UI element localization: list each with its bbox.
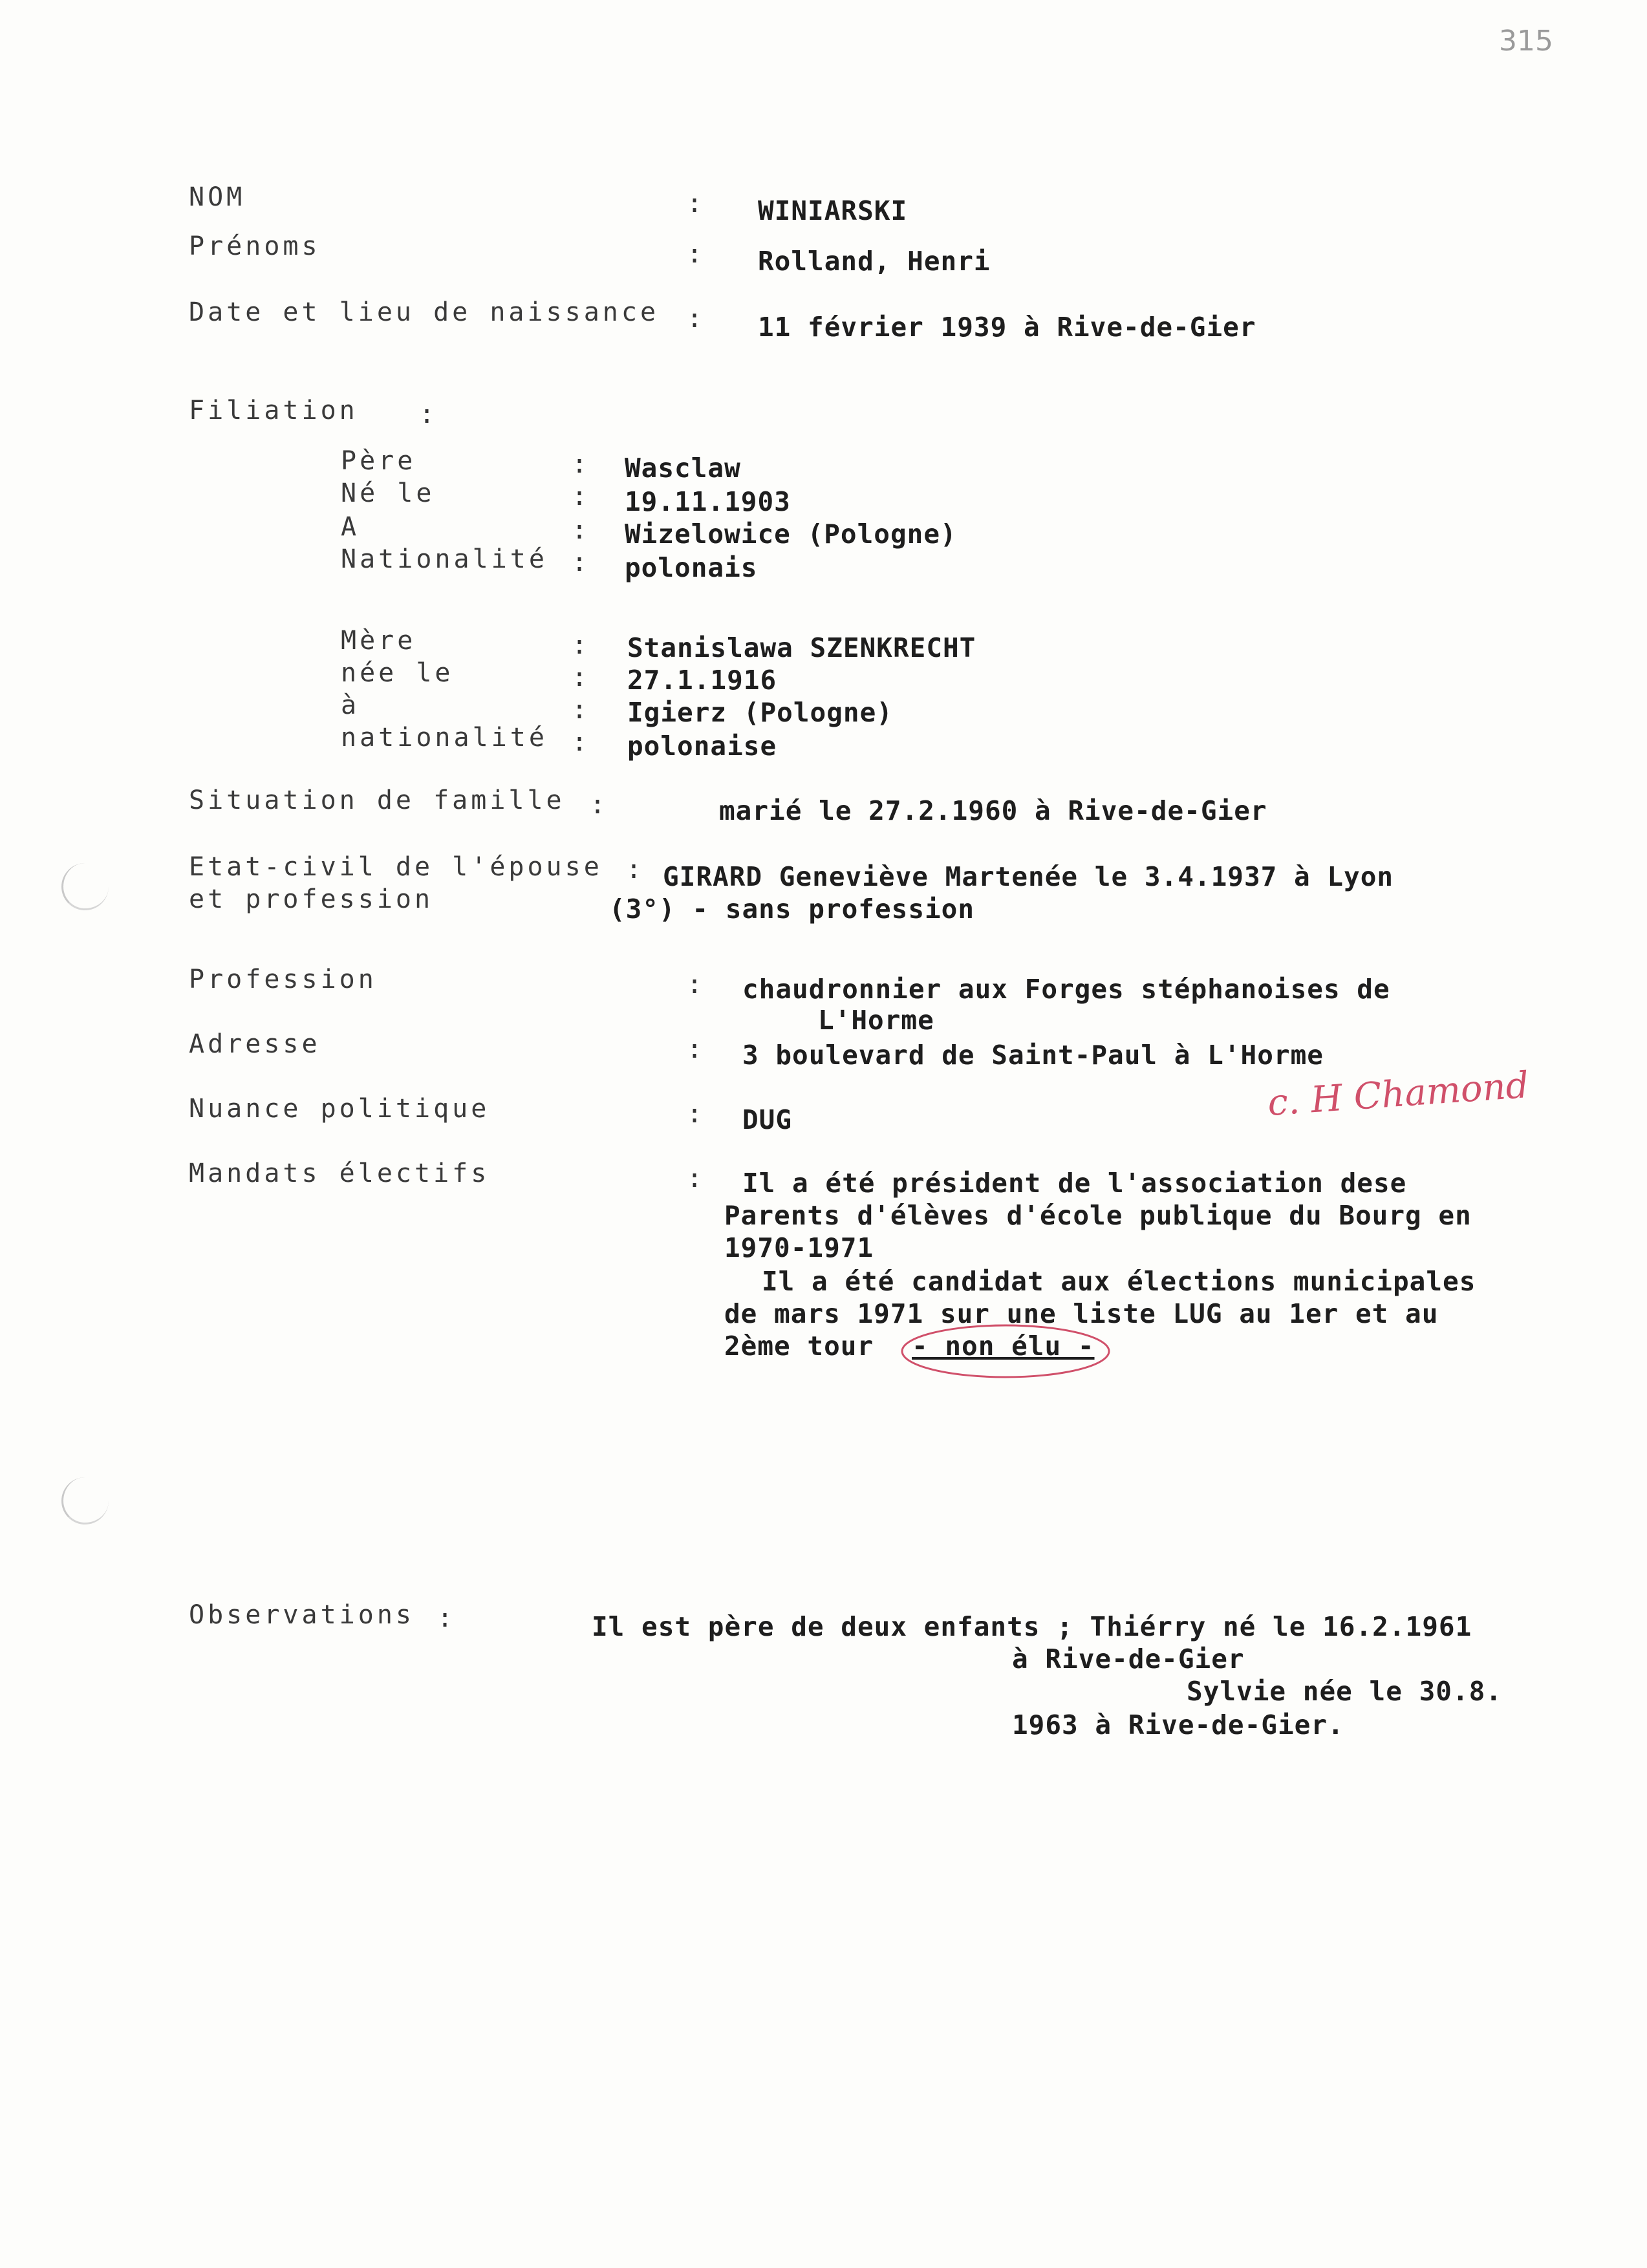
pere-nationalite-colon: : xyxy=(572,548,588,577)
pere-a-label: A xyxy=(341,512,360,542)
handwritten-note: c. H Chamond xyxy=(1266,1064,1531,1125)
mandats-line-5: de mars 1971 sur une liste LUG au 1er et au xyxy=(724,1298,1439,1329)
mere-nationalite-colon: : xyxy=(572,727,588,757)
profession-value: chaudronnier aux Forges stéphanoises de xyxy=(742,974,1390,1005)
observations-label: Observations xyxy=(189,1600,414,1630)
naissance-label: Date et lieu de naissance xyxy=(189,297,660,327)
naissance-colon: : xyxy=(687,304,703,334)
observations-line-2: à Rive-de-Gier xyxy=(1012,1643,1245,1674)
mere-nationalite-label: nationalité xyxy=(341,723,548,753)
nom-label: NOM xyxy=(189,182,246,212)
mandats-line-1: Il a été président de l'association dese xyxy=(742,1168,1407,1199)
epouse-label-2: et profession xyxy=(189,884,434,914)
punch-hole-top xyxy=(61,863,109,910)
mere-colon: : xyxy=(572,630,588,660)
pere-nationalite-label: Nationalité xyxy=(341,544,548,574)
situation-value: marié le 27.2.1960 à Rive-de-Gier xyxy=(719,795,1267,826)
situation-label: Situation de famille xyxy=(189,786,565,815)
mandats-colon: : xyxy=(687,1164,703,1193)
mandats-label: Mandats électifs xyxy=(189,1159,490,1188)
nuance-label: Nuance politique xyxy=(189,1094,490,1124)
pere-value: Wasclaw xyxy=(625,453,741,484)
non-elu-text: - non élu - xyxy=(912,1331,1095,1362)
profession-colon: : xyxy=(687,970,703,1000)
punch-hole-bottom xyxy=(61,1477,109,1524)
prenoms-label: Prénoms xyxy=(189,231,321,261)
mandats-line-4: Il a été candidat aux élections municipales xyxy=(762,1266,1476,1297)
profession-label: Profession xyxy=(189,965,377,994)
nuance-value: DUG xyxy=(742,1104,793,1135)
prenoms-colon: : xyxy=(687,239,703,269)
nom-colon: : xyxy=(687,189,703,219)
mere-value: Stanislawa SZENKRECHT xyxy=(627,632,976,663)
pere-ne-le-value: 19.11.1903 xyxy=(625,486,791,517)
epouse-value-2: (3°) - sans profession xyxy=(609,893,975,925)
observations-colon: : xyxy=(437,1603,453,1633)
situation-colon: : xyxy=(590,790,606,820)
naissance-value: 11 février 1939 à Rive-de-Gier xyxy=(758,312,1256,343)
mere-nationalite-value: polonaise xyxy=(627,731,777,762)
prenoms-value: Rolland, Henri xyxy=(758,246,991,277)
pere-a-colon: : xyxy=(572,515,588,545)
pere-nationalite-value: polonais xyxy=(625,552,758,583)
adresse-colon: : xyxy=(687,1034,703,1064)
nuance-colon: : xyxy=(687,1099,703,1129)
mandats-line-3: 1970-1971 xyxy=(724,1232,874,1263)
pere-colon: : xyxy=(572,449,588,479)
filiation-label: Filiation xyxy=(189,396,358,425)
pere-ne-le-label: Né le xyxy=(341,478,435,508)
adresse-label: Adresse xyxy=(189,1029,321,1059)
nom-value: WINIARSKI xyxy=(758,195,908,226)
mere-a-value: Igierz (Pologne) xyxy=(627,697,893,728)
mandats-line-6-prefix: 2ème tour xyxy=(724,1331,874,1362)
page-number: 315 xyxy=(1499,25,1553,58)
epouse-label: Etat-civil de l'épouse xyxy=(189,852,603,882)
pere-ne-le-colon: : xyxy=(572,482,588,511)
observations-line-3: Sylvie née le 30.8. xyxy=(1187,1676,1502,1707)
pere-label: Père xyxy=(341,446,416,476)
mere-a-label: à xyxy=(341,690,360,720)
mere-label: Mère xyxy=(341,626,416,656)
circle-annotation xyxy=(896,1319,1122,1390)
adresse-value: 3 boulevard de Saint-Paul à L'Horme xyxy=(742,1040,1324,1071)
observations-line-1: Il est père de deux enfants ; Thiérry né le 16.2.1961 xyxy=(592,1611,1472,1642)
mere-nee-le-colon: : xyxy=(572,663,588,692)
mere-a-colon: : xyxy=(572,695,588,725)
pere-a-value: Wizelowice (Pologne) xyxy=(625,519,957,550)
mere-nee-le-label: née le xyxy=(341,658,454,688)
epouse-colon: : xyxy=(626,855,642,884)
epouse-value: GIRARD Geneviève Martenée le 3.4.1937 à Lyon xyxy=(663,861,1394,892)
mere-nee-le-value: 27.1.1916 xyxy=(627,665,777,696)
mandats-line-2: Parents d'élèves d'école publique du Bourg en xyxy=(724,1200,1472,1231)
profession-value-2: L'Horme xyxy=(818,1005,934,1036)
filiation-colon: : xyxy=(419,400,435,429)
observations-line-4: 1963 à Rive-de-Gier. xyxy=(1012,1709,1344,1740)
